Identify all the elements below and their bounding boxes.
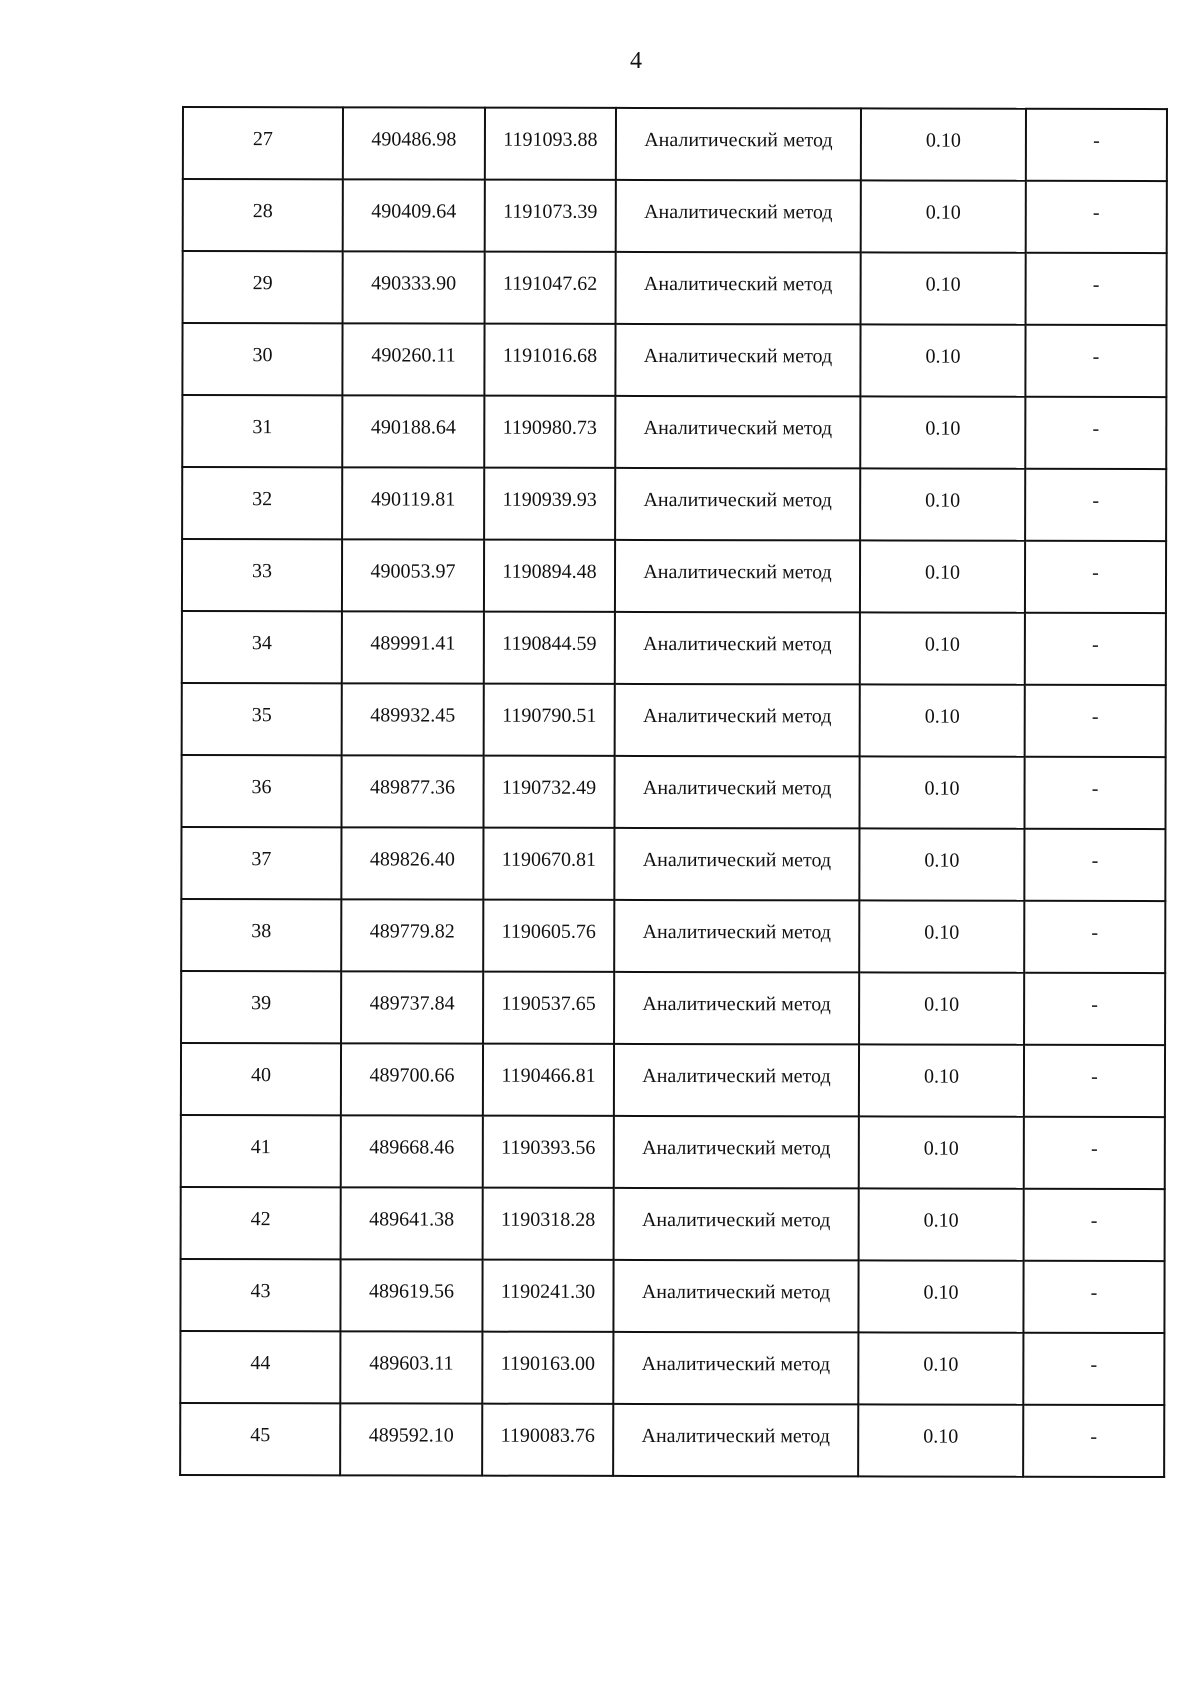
coordinates-table-body <box>180 107 1167 1477</box>
method-cell: Аналитический метод <box>614 900 859 973</box>
y-coordinate-cell: 1190163.00 <box>482 1332 613 1404</box>
point-number-cell: 39 <box>181 971 341 1043</box>
table-row <box>180 1259 1164 1333</box>
point-number-cell: 36 <box>181 755 341 827</box>
description-cell: - <box>1026 253 1167 325</box>
point-number-cell: 43 <box>180 1259 340 1331</box>
accuracy-cell: 0.10 <box>859 1188 1024 1260</box>
x-coordinate-cell: 490333.90 <box>343 251 485 323</box>
description-cell: - <box>1023 1333 1164 1405</box>
x-coordinate-cell: 490119.81 <box>342 467 484 539</box>
table-row <box>182 323 1166 397</box>
y-coordinate-cell: 1191093.88 <box>485 108 616 180</box>
description-cell: - <box>1025 469 1166 541</box>
point-number-cell: 44 <box>180 1331 340 1403</box>
description-cell: - <box>1026 181 1167 253</box>
method-cell: Аналитический метод <box>614 972 859 1045</box>
y-coordinate-cell: 1190605.76 <box>483 900 614 972</box>
point-number-cell: 35 <box>182 683 342 755</box>
y-coordinate-cell: 1190844.59 <box>484 612 615 684</box>
x-coordinate-cell: 489700.66 <box>341 1043 483 1115</box>
method-cell: Аналитический метод <box>615 540 860 613</box>
method-cell: Аналитический метод <box>615 684 860 757</box>
method-cell: Аналитический метод <box>614 1116 859 1189</box>
method-cell: Аналитический метод <box>614 828 859 901</box>
description-cell: - <box>1023 1261 1164 1333</box>
description-cell: - <box>1025 541 1166 613</box>
x-coordinate-cell: 489641.38 <box>341 1187 483 1259</box>
point-number-cell: 32 <box>182 467 342 539</box>
y-coordinate-cell: 1190894.48 <box>484 540 615 612</box>
x-coordinate-cell: 489877.36 <box>341 755 483 827</box>
x-coordinate-cell: 489603.11 <box>340 1331 482 1403</box>
accuracy-cell: 0.10 <box>861 108 1026 180</box>
point-number-cell: 28 <box>183 179 343 251</box>
x-coordinate-cell: 489619.56 <box>340 1259 482 1331</box>
y-coordinate-cell: 1190939.93 <box>484 468 615 540</box>
accuracy-cell: 0.10 <box>860 396 1025 468</box>
description-cell: - <box>1025 325 1166 397</box>
x-coordinate-cell: 490409.64 <box>343 179 485 251</box>
table-row <box>181 1043 1165 1117</box>
accuracy-cell: 0.10 <box>860 540 1025 612</box>
description-cell: - <box>1024 757 1165 829</box>
y-coordinate-cell: 1190980.73 <box>484 396 615 468</box>
accuracy-cell: 0.10 <box>859 1044 1024 1116</box>
point-number-cell: 34 <box>182 611 342 683</box>
description-cell: - <box>1024 1117 1165 1189</box>
coordinates-table <box>179 106 1168 1478</box>
table-row <box>181 971 1165 1045</box>
point-number-cell: 27 <box>183 107 343 179</box>
y-coordinate-cell: 1190393.56 <box>483 1116 614 1188</box>
y-coordinate-cell: 1190732.49 <box>483 756 614 828</box>
table-row <box>181 1115 1165 1189</box>
description-cell: - <box>1025 397 1166 469</box>
method-cell: Аналитический метод <box>614 1044 859 1117</box>
y-coordinate-cell: 1191016.68 <box>484 324 615 396</box>
accuracy-cell: 0.10 <box>858 1332 1023 1404</box>
point-number-cell: 40 <box>181 1043 341 1115</box>
point-number-cell: 45 <box>180 1403 340 1475</box>
accuracy-cell: 0.10 <box>859 1116 1024 1188</box>
description-cell: - <box>1024 1189 1165 1261</box>
y-coordinate-cell: 1190318.28 <box>483 1188 614 1260</box>
method-cell: Аналитический метод <box>613 1404 858 1477</box>
method-cell: Аналитический метод <box>614 1188 859 1261</box>
accuracy-cell: 0.10 <box>859 972 1024 1044</box>
table-row <box>182 539 1166 613</box>
table-row <box>183 107 1167 181</box>
description-cell: - <box>1024 1045 1165 1117</box>
point-number-cell: 33 <box>182 539 342 611</box>
page-number: 4 <box>630 48 642 74</box>
accuracy-cell: 0.10 <box>861 180 1026 252</box>
accuracy-cell: 0.10 <box>859 756 1024 828</box>
x-coordinate-cell: 490260.11 <box>342 323 484 395</box>
table-row <box>182 467 1166 541</box>
table-row <box>181 899 1165 973</box>
x-coordinate-cell: 489826.40 <box>341 827 483 899</box>
y-coordinate-cell: 1190466.81 <box>483 1044 614 1116</box>
description-cell: - <box>1023 1405 1164 1477</box>
description-cell: - <box>1024 901 1165 973</box>
description-cell: - <box>1024 973 1165 1045</box>
method-cell: Аналитический метод <box>614 756 859 829</box>
table-row <box>182 683 1166 757</box>
table-row <box>181 827 1165 901</box>
table-row <box>182 395 1166 469</box>
method-cell: Аналитический метод <box>613 1260 858 1333</box>
method-cell: Аналитический метод <box>613 1332 858 1405</box>
description-cell: - <box>1026 109 1167 181</box>
point-number-cell: 31 <box>182 395 342 467</box>
point-number-cell: 30 <box>182 323 342 395</box>
description-cell: - <box>1025 685 1166 757</box>
point-number-cell: 41 <box>181 1115 341 1187</box>
table-row <box>183 179 1167 253</box>
table-row <box>181 755 1165 829</box>
accuracy-cell: 0.10 <box>860 324 1025 396</box>
accuracy-cell: 0.10 <box>860 468 1025 540</box>
accuracy-cell: 0.10 <box>858 1260 1023 1332</box>
method-cell: Аналитический метод <box>616 108 861 181</box>
table-row <box>180 1331 1164 1405</box>
method-cell: Аналитический метод <box>615 396 860 469</box>
accuracy-cell: 0.10 <box>859 828 1024 900</box>
accuracy-cell: 0.10 <box>859 900 1024 972</box>
method-cell: Аналитический метод <box>615 324 860 397</box>
method-cell: Аналитический метод <box>615 468 860 541</box>
accuracy-cell: 0.10 <box>861 252 1026 324</box>
accuracy-cell: 0.10 <box>860 684 1025 756</box>
x-coordinate-cell: 490053.97 <box>342 539 484 611</box>
x-coordinate-cell: 489779.82 <box>341 899 483 971</box>
x-coordinate-cell: 489668.46 <box>341 1115 483 1187</box>
table-row <box>183 251 1167 325</box>
y-coordinate-cell: 1190537.65 <box>483 972 614 1044</box>
y-coordinate-cell: 1190670.81 <box>483 828 614 900</box>
table-row <box>182 611 1166 685</box>
x-coordinate-cell: 489737.84 <box>341 971 483 1043</box>
x-coordinate-cell: 489932.45 <box>342 683 484 755</box>
y-coordinate-cell: 1190790.51 <box>484 684 615 756</box>
method-cell: Аналитический метод <box>616 252 861 325</box>
table-row <box>180 1403 1164 1477</box>
x-coordinate-cell: 489991.41 <box>342 611 484 683</box>
table-row <box>181 1187 1165 1261</box>
y-coordinate-cell: 1191073.39 <box>485 180 616 252</box>
point-number-cell: 29 <box>183 251 343 323</box>
point-number-cell: 37 <box>181 827 341 899</box>
y-coordinate-cell: 1190241.30 <box>482 1260 613 1332</box>
x-coordinate-cell: 490486.98 <box>343 107 485 179</box>
method-cell: Аналитический метод <box>616 180 861 253</box>
point-number-cell: 42 <box>181 1187 341 1259</box>
y-coordinate-cell: 1190083.76 <box>482 1404 613 1476</box>
accuracy-cell: 0.10 <box>860 612 1025 684</box>
point-number-cell: 38 <box>181 899 341 971</box>
description-cell: - <box>1024 829 1165 901</box>
x-coordinate-cell: 489592.10 <box>340 1403 482 1475</box>
x-coordinate-cell: 490188.64 <box>342 395 484 467</box>
accuracy-cell: 0.10 <box>858 1404 1023 1476</box>
y-coordinate-cell: 1191047.62 <box>485 252 616 324</box>
method-cell: Аналитический метод <box>615 612 860 685</box>
description-cell: - <box>1025 613 1166 685</box>
